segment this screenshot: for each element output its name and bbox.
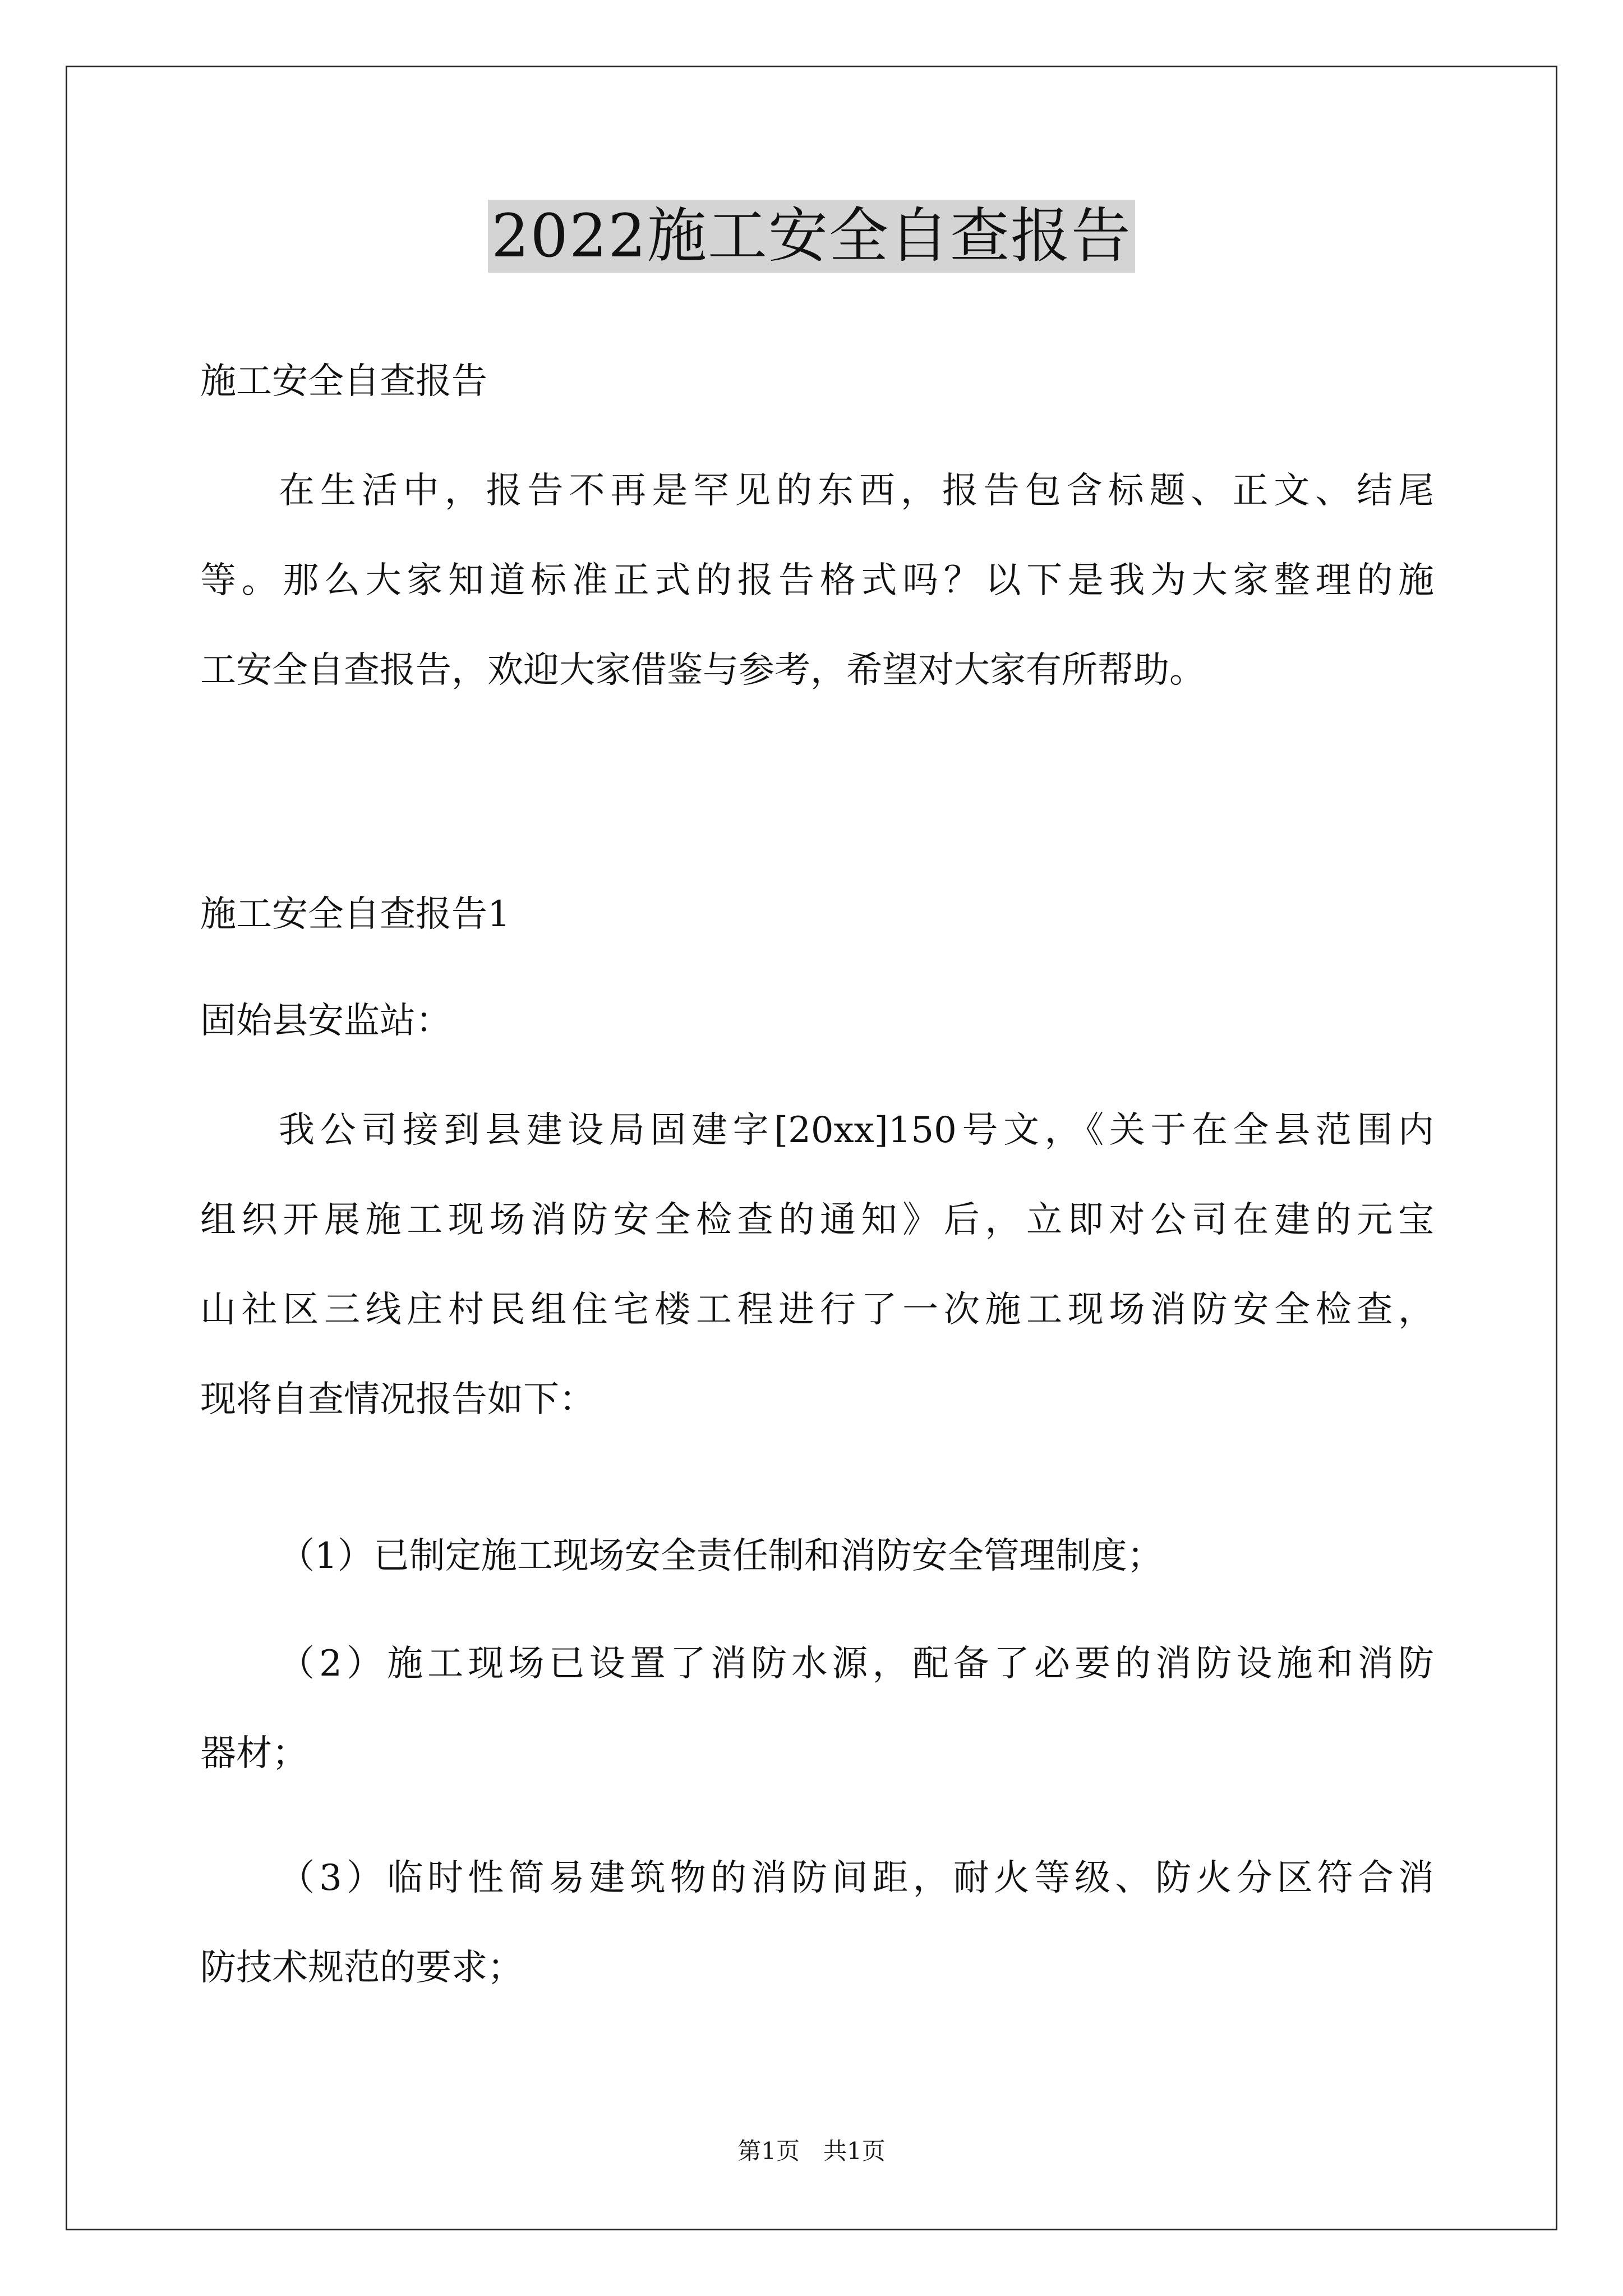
list-item-text: 器材； [200,1733,308,1774]
document-subtitle: 施工安全自查报告 [200,361,487,402]
list-item-3 [200,1833,1434,2013]
list-item-text: 防技术规范的要求； [200,1947,523,1989]
title-container [0,200,1623,273]
list-item-1 [200,1511,1434,1601]
section-heading-block [200,869,1434,959]
body-line: 组织开展施工现场消防安全检查的通知》后，立即对公司在建的元宝 [200,1199,1434,1241]
addressee-block [200,976,1434,1066]
body-line: 我公司接到县建设局固建字[20xx]150号文，《关于在全县范围内 [279,1110,1434,1151]
body-line: 山社区三线庄村民组住宅楼工程进行了一次施工现场消防安全检查， [200,1289,1434,1331]
body-paragraph [200,1085,1434,1444]
intro-line: 工安全自查报告，欢迎大家借鉴与参考，希望对大家有所帮助。 [200,650,1205,691]
list-item-text: （3）临时性简易建筑物的消防间距，耐火等级、防火分区符合消 [279,1857,1434,1899]
list-item-text: （1）已制定施工现场安全责任制和消防安全管理制度； [279,1535,1163,1577]
intro-line: 在生活中，报告不再是罕见的东西，报告包含标题、正文、结尾 [279,470,1434,512]
section-heading: 施工安全自查报告1 [200,894,510,935]
intro-paragraph [200,446,1434,715]
page-footer: 第1页 共1页 [737,2137,886,2165]
list-item-text: （2）施工现场已设置了消防水源，配备了必要的消防设施和消防 [279,1643,1434,1685]
addressee: 固始县安监站： [200,1000,451,1042]
subtitle-block [200,337,1434,426]
body-line: 现将自查情况报告如下： [200,1379,595,1420]
list-item-2 [200,1619,1434,1798]
intro-line: 等。那么大家知道标准正式的报告格式吗？以下是我为大家整理的施 [200,560,1434,601]
document-title: 2022施工安全自查报告 [488,200,1135,273]
